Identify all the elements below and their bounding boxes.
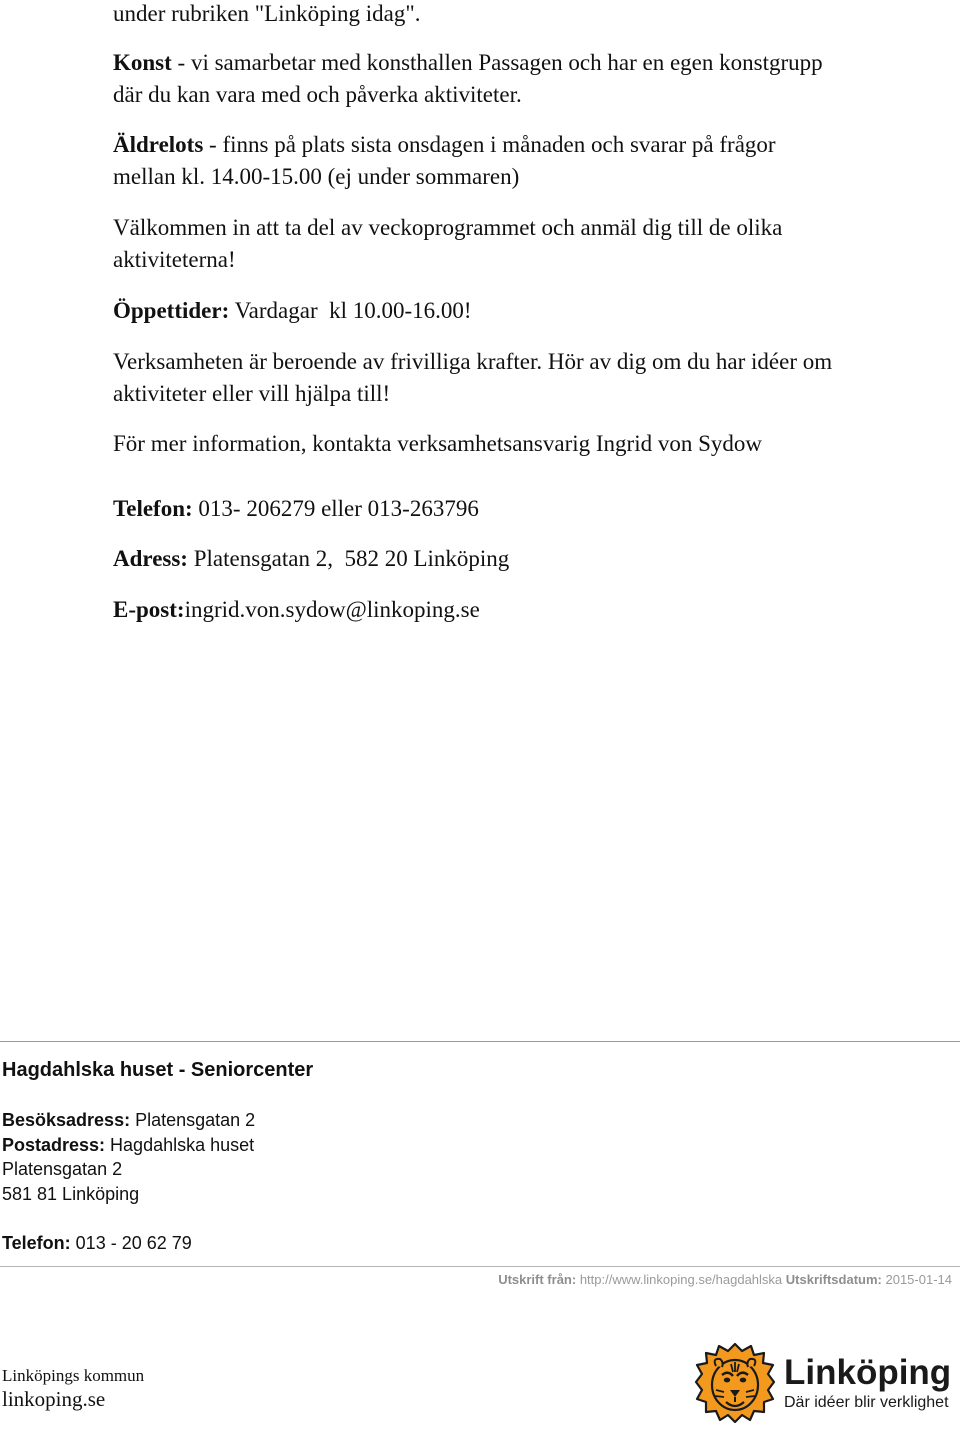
hours-label: Öppettider: — [113, 298, 230, 323]
intro-line — [113, 0, 421, 30]
print-from-label: Utskrift från: — [498, 1272, 577, 1287]
welcome-text: Välkommen in att ta del av veckoprogrammet och anmäl dig till de olika aktiviteterna! — [113, 215, 783, 272]
kommun-logo[interactable] — [2, 1366, 144, 1412]
print-info-line — [498, 1272, 952, 1287]
print-date-label: Utskriftsdatum: — [785, 1272, 882, 1287]
hours-paragraph — [113, 295, 472, 327]
volunteer-text: Verksamheten är beroende av frivilliga krafter. Hör av dig om du har idéer om aktiviteter eller vill hjälpa till! — [113, 349, 833, 406]
kommun-url[interactable]: linkoping.se — [2, 1387, 106, 1411]
hours-text: Vardagar kl 10.00-16.00! — [229, 298, 472, 323]
print-date: 2015-01-14 — [881, 1272, 952, 1287]
more-info-text: För mer information, kontakta verksamhetsansvarig Ingrid von Sydow — [113, 431, 762, 456]
city-line: 581 81 Linköping — [2, 1183, 140, 1204]
footer-address-block — [2, 1108, 255, 1206]
postal-address-text: Hagdahlska huset — [105, 1134, 255, 1155]
footer-phone-line — [2, 1231, 192, 1255]
print-from-url[interactable]: http://www.linkoping.se/hagdahlska — [576, 1272, 783, 1287]
phone-text: 013- 206279 eller 013-263796 — [192, 496, 479, 521]
address-text: Platensgatan 2, 582 20 Linköping — [187, 546, 510, 571]
lion-emblem-icon — [694, 1342, 776, 1424]
aldrelots-label: Äldrelots — [113, 132, 204, 157]
email-paragraph — [113, 594, 480, 626]
volunteer-paragraph — [113, 346, 863, 410]
address-paragraph — [113, 543, 509, 575]
print-divider — [0, 1266, 960, 1267]
footer-phone-text: 013 - 20 62 79 — [70, 1233, 192, 1253]
postal-address-label: Postadress: — [2, 1134, 106, 1155]
brand-name: Linköping — [784, 1353, 952, 1392]
aldrelots-text: - finns på plats sista onsdagen i månaden och svarar på frågor mellan kl. 14.00-15.00 (ej under sommaren) — [113, 132, 776, 189]
intro-text: under rubriken "Linköping idag". — [113, 1, 421, 26]
email-link[interactable]: ingrid.von.sydow@linkoping.se — [184, 597, 480, 622]
visit-address-line — [2, 1108, 255, 1133]
visit-address-text: Platensgatan 2 — [130, 1110, 256, 1130]
email-label: E-post: — [113, 597, 185, 622]
footer-divider — [0, 1041, 960, 1042]
brand-slogan: Där idéer blir verklighet — [784, 1394, 949, 1411]
welcome-paragraph — [113, 212, 843, 276]
aldrelots-paragraph — [113, 129, 833, 193]
kommun-name: Linköpings kommun — [2, 1366, 145, 1385]
konst-label: Konst — [113, 50, 172, 75]
phone-label: Telefon: — [113, 496, 193, 521]
street-line: Platensgatan 2 — [2, 1159, 123, 1179]
address-label: Adress: — [113, 546, 188, 571]
linkoping-brand-logo[interactable] — [694, 1342, 960, 1422]
more-info-paragraph — [113, 428, 813, 460]
footer-phone-label: Telefon: — [2, 1233, 71, 1253]
konst-paragraph — [113, 47, 833, 111]
visit-address-label: Besöksadress: — [2, 1110, 131, 1130]
phone-paragraph — [113, 493, 479, 525]
postal-address-line — [2, 1133, 255, 1158]
footer-title: Hagdahlska huset - Seniorcenter — [2, 1059, 314, 1081]
konst-text: - vi samarbetar med konsthallen Passagen och har en egen konstgrupp där du kan vara med och påverka aktiviteter. — [113, 50, 823, 107]
